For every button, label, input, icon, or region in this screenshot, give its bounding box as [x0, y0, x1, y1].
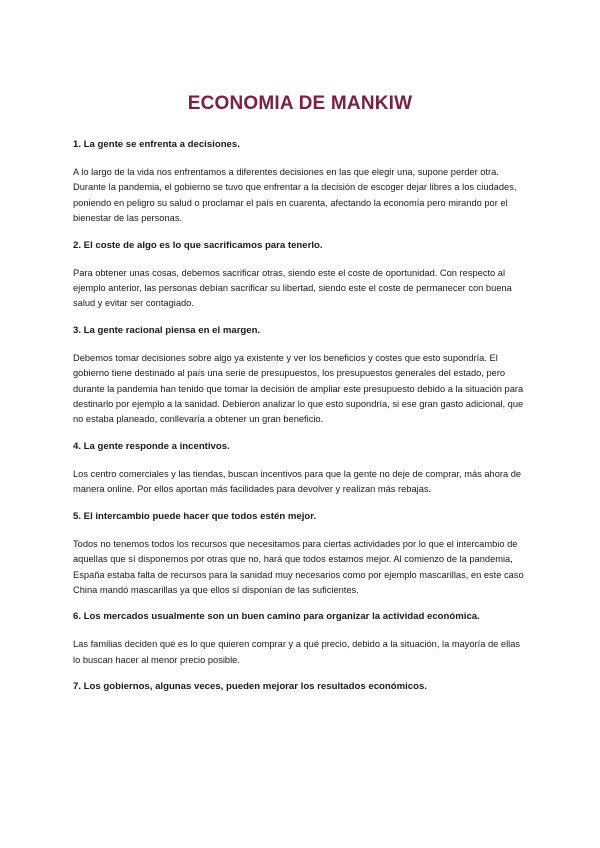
section-body: Las familias deciden qué es lo que quieren comprar y a qué precio, debido a la situación, la mayoría de ellas lo buscan hacer al menor precio posible. — [73, 639, 521, 665]
section-heading: 1. La gente se enfrenta a decisiones. — [73, 139, 240, 150]
section-body: Para obtener unas cosas, debemos sacrificar otras, siendo este el coste de oportunidad. Con respecto al ejemplo anterior, las personas debían sacrificar su libertad, siendo este el coste de permanecer con buena salud y evitar ser contagiado. — [73, 267, 512, 309]
section-heading: 6. Los mercados usualmente son un buen camino para organizar la actividad económica. — [73, 611, 480, 623]
section-body: Los centro comerciales y las tiendas, buscan incentivos para que la gente no deje de comprar, más ahora de manera online. Por ellos aportan más facilidades para devolver y realizan más rebajas. — [73, 468, 522, 495]
section-4 — [73, 440, 527, 498]
section-heading: 3. La gente racional piensa en el margen. — [73, 324, 261, 336]
section-5 — [73, 510, 527, 599]
section-heading: 4. La gente responde a incentivos. — [73, 440, 230, 452]
section-body: Debemos tomar decisiones sobre algo ya existente y ver los beneficios y costes que esto supondría. El gobierno tiene destinado al país una serie de presupuestos, los presupuestos generales del estado, pero durante la pandemia han tenido que tomar la decisión de ampliar este presupuesto debido a la situación para destinarlo por ejemplo a la sanidad. Debieron analizar lo que esto supondría, si ese gran gasto adicional, que no estaba planeado, conllevaría a obtener un gran beneficio. — [73, 352, 524, 425]
section-heading: 2. El coste de algo es lo que sacrificamos para tenerlo. — [73, 239, 323, 251]
section-7 — [73, 680, 527, 693]
section-body: A lo largo de la vida nos enfrentamos a diferentes decisiones en las que elegir una, supone perder otra. Durante la pandemia, el gobierno se tuvo que enfrentar a la decisión de escoger dejar libres a los ciudades, poniendo en peligro su salud o proclamar el país en cuarenta, afectando la economía pero mirando por el bienestar de las personas. — [73, 167, 517, 224]
section-3 — [73, 324, 527, 428]
section-2 — [73, 239, 527, 312]
section-body: Todos no tenemos todos los recursos que necesitamos para ciertas actividades por lo que el intercambio de aquellas que sí disponemos por otras que no, hará que todos estamos mejor. Al comienzo de la pandemia, España estaba falta de recursos para la sanidad muy necesarios como por ejemplo mascarillas, en este caso China mandó mascarillas ya que ellos sí disponían de las suficientes. — [73, 538, 524, 595]
section-6 — [73, 610, 527, 668]
section-1 — [73, 138, 527, 227]
document-title: ECONOMIA DE MANKIW — [187, 93, 413, 114]
section-heading: 7. Los gobiernos, algunas veces, pueden mejorar los resultados económicos. — [73, 681, 428, 693]
section-heading: 5. El intercambio puede hacer que todos estén mejor. — [73, 510, 317, 522]
